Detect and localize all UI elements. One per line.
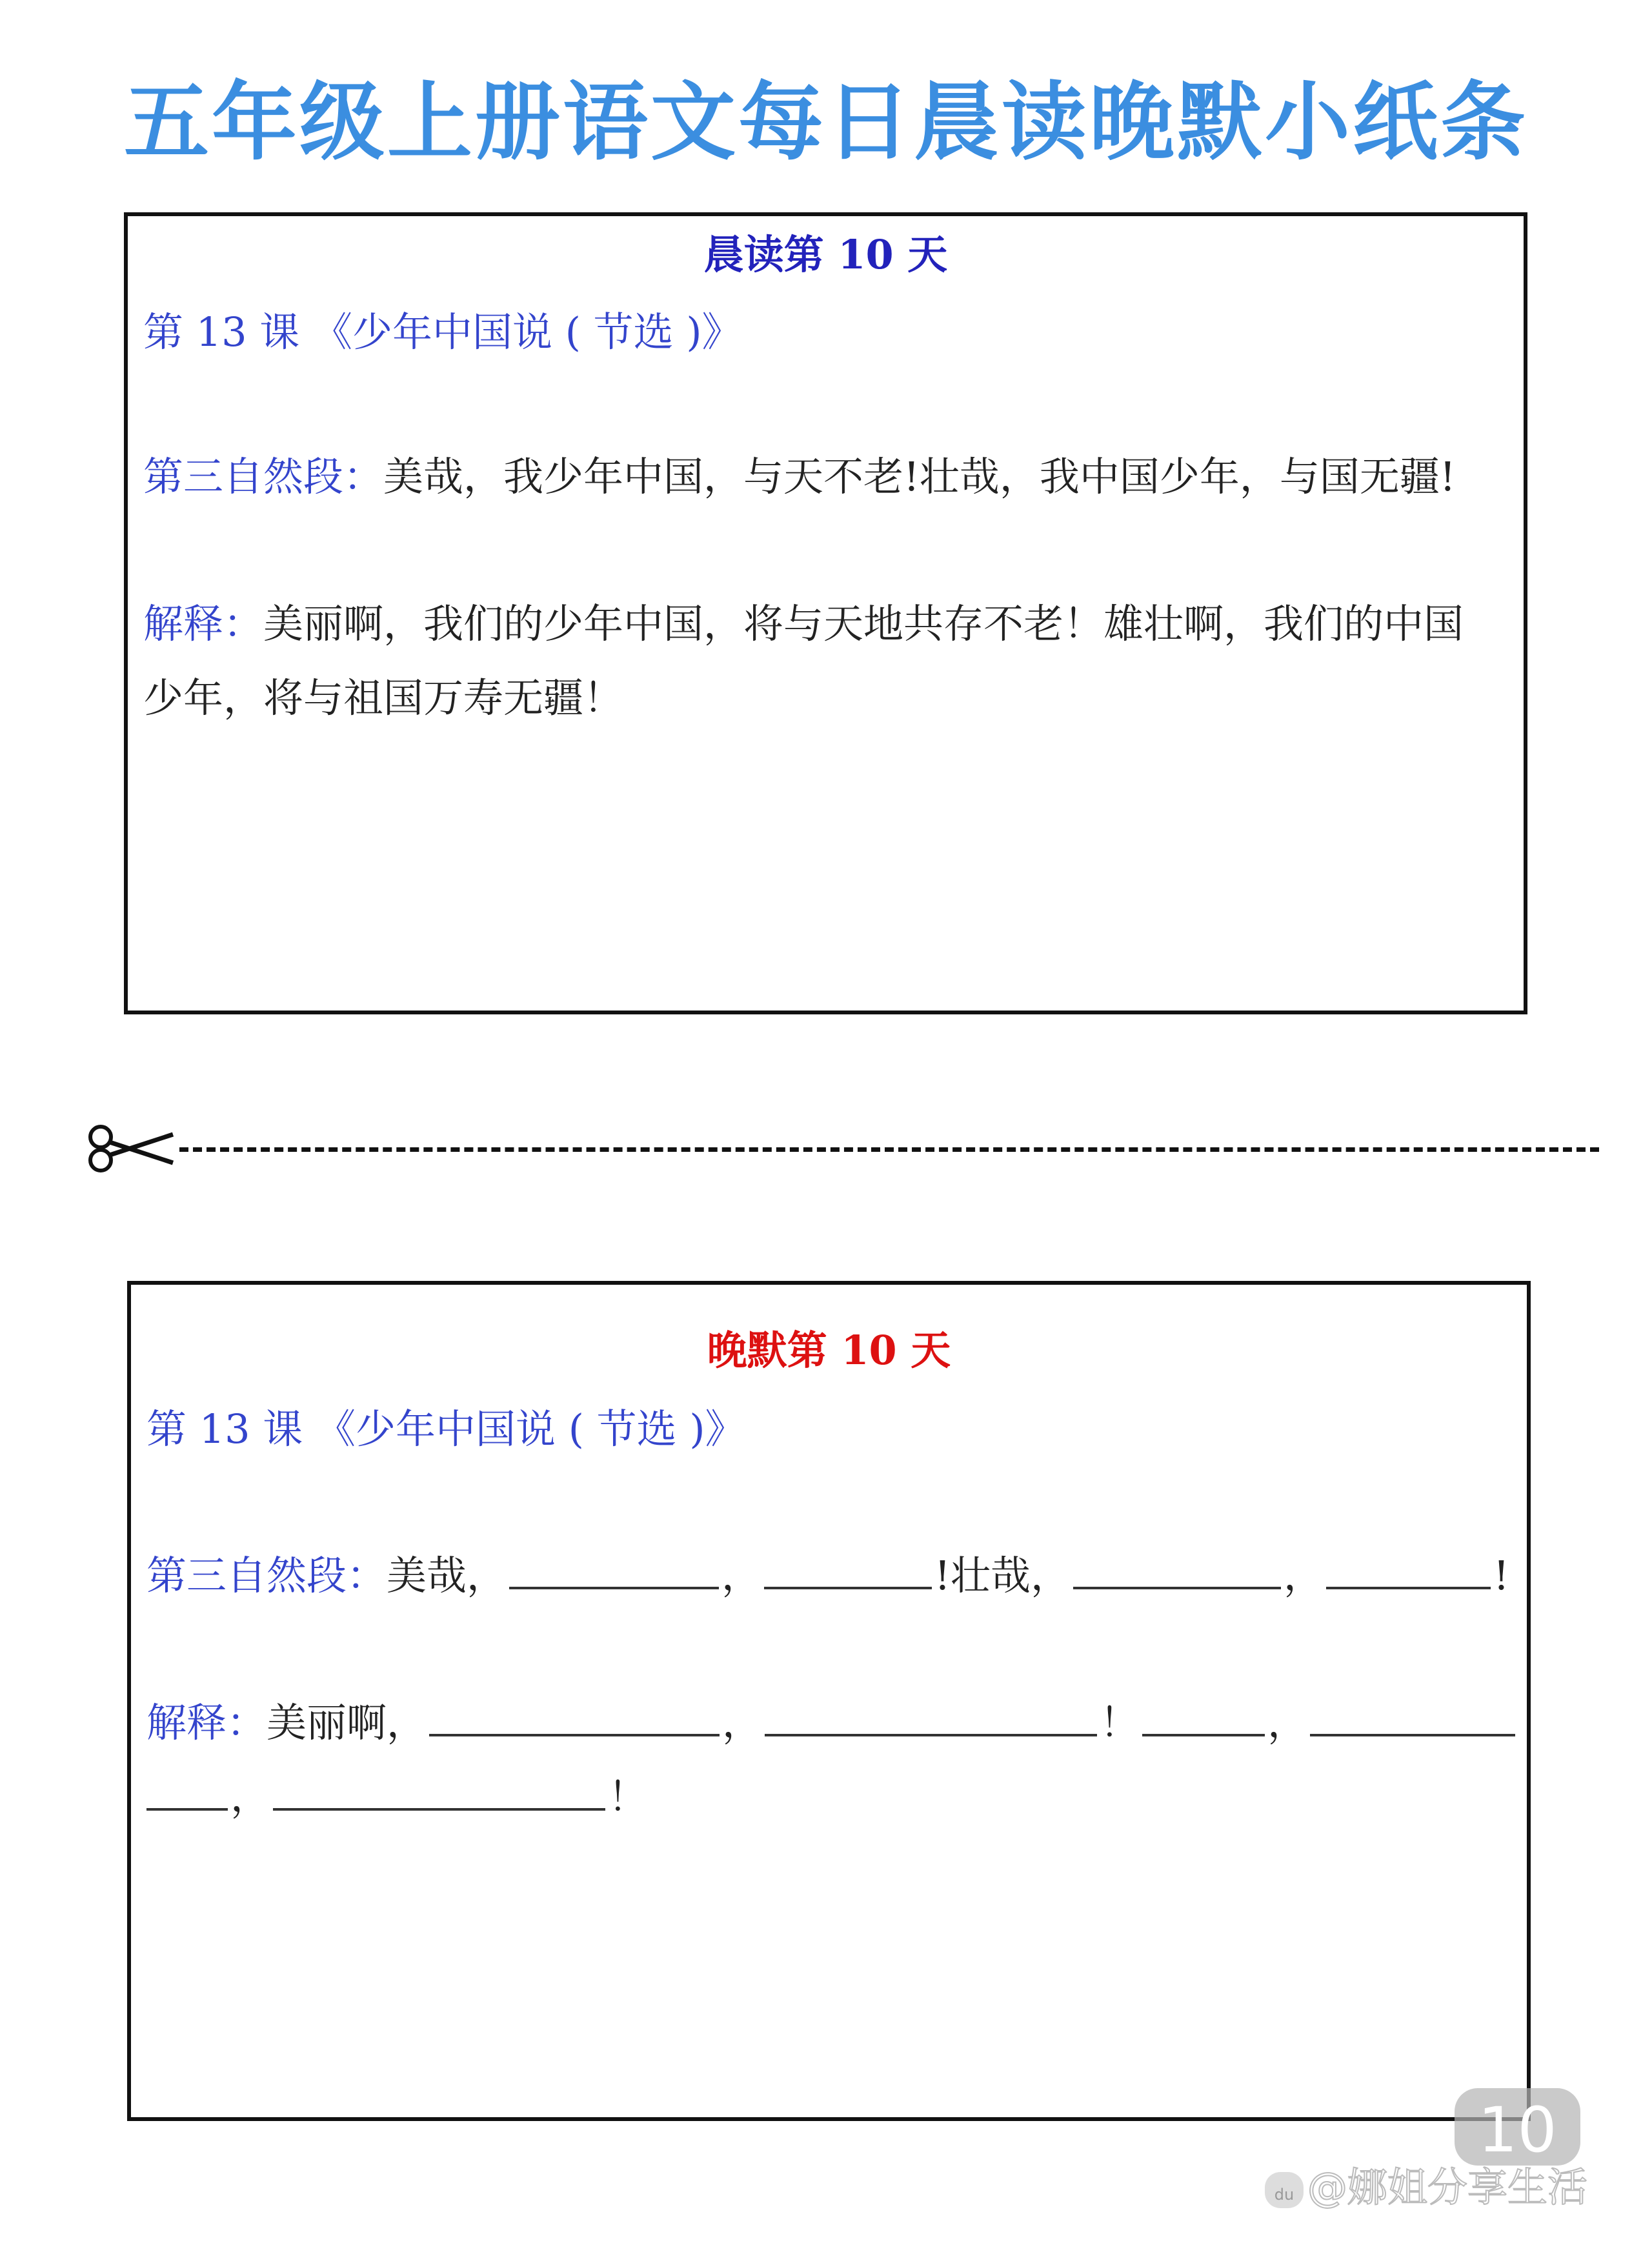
morning-reading-card [124, 212, 1527, 1014]
text: ， [722, 1699, 763, 1746]
scissors-icon [83, 1123, 179, 1174]
fill-blank[interactable] [1142, 1695, 1265, 1736]
text: 美丽啊， [267, 1699, 427, 1746]
morning-lesson-title: 第 13 课 《少年中国说 ( 节选 )》 [143, 308, 742, 356]
text: ， [1283, 1552, 1324, 1599]
text: ! [1493, 1552, 1509, 1599]
explanation-label: 解释： [143, 600, 264, 647]
text: ， [1267, 1699, 1308, 1746]
paragraph-label: 第三自然段： [146, 1552, 387, 1599]
fill-blank[interactable] [1073, 1548, 1281, 1589]
evening-explanation-2 [146, 1769, 1514, 1823]
explanation-label: 解释： [146, 1699, 267, 1746]
watermark-text: @娜姐分享生活 [1307, 2164, 1588, 2211]
text: ！ [608, 1773, 649, 1820]
watermark [1265, 2155, 1587, 2213]
fill-blank[interactable] [1310, 1695, 1515, 1736]
fill-blank[interactable] [509, 1548, 719, 1589]
fill-blank[interactable] [146, 1769, 228, 1811]
text: !壮哉， [934, 1552, 1071, 1599]
fill-blank[interactable] [1326, 1548, 1491, 1589]
fill-blank[interactable] [765, 1695, 1097, 1736]
paragraph-text: 美哉，我少年中国，与天不老!壮哉，我中国少年，与国无疆! [383, 453, 1456, 500]
explanation-text-1: 美丽啊，我们的少年中国，将与天地共存不老！雄壮啊，我们的中国 [263, 600, 1464, 647]
fill-blank[interactable] [429, 1695, 720, 1736]
evening-heading: 晚默第 10 天 [707, 1327, 951, 1374]
morning-heading: 晨读第 10 天 [703, 231, 948, 278]
text: ， [230, 1773, 271, 1820]
fill-blank[interactable] [764, 1548, 932, 1589]
morning-paragraph [143, 451, 1511, 503]
text: ， [721, 1552, 762, 1599]
text: ！ [1100, 1699, 1140, 1746]
paragraph-label: 第三自然段： [143, 453, 384, 500]
explanation-text-2: 少年，将与祖国万寿无疆！ [143, 674, 624, 721]
cut-line [83, 1123, 1599, 1174]
evening-explanation [146, 1695, 1514, 1749]
evening-paragraph [146, 1548, 1514, 1602]
text: 美哉， [387, 1552, 507, 1599]
page-number-badge: 10 [1455, 2088, 1580, 2166]
baidu-paw-icon: du [1265, 2172, 1304, 2208]
evening-lesson-title: 第 13 课 《少年中国说 ( 节选 )》 [146, 1405, 745, 1453]
morning-explanation [143, 598, 1511, 650]
evening-dictation-card [127, 1281, 1531, 2121]
fill-blank[interactable] [273, 1769, 605, 1811]
page-title: 五年级上册语文每日晨读晚默小纸条 [124, 73, 1528, 172]
dashed-divider [179, 1147, 1599, 1152]
